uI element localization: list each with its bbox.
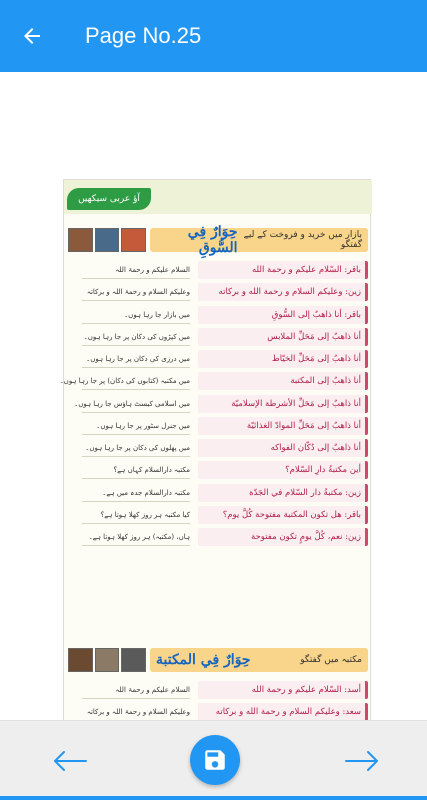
market-photo [121, 228, 146, 252]
dialogue-row [64, 282, 372, 302]
book-title-leaf [67, 188, 151, 210]
arabic-line: أسد: السّلام عليكم و رحمة الله [198, 681, 368, 699]
next-page-button[interactable] [340, 739, 384, 783]
section1-urdu-title: بازار میں خرید و فروخت کے لیے گفتگو [243, 230, 362, 250]
app-bar [0, 0, 427, 72]
urdu-translation: وعلیکم السلام و رحمۃ اللہ و برکاتہ [82, 703, 190, 721]
dialogue-row [59, 371, 372, 391]
arabic-line: أنا ذاهبٌ إلى مَحَلِّ الأشرطة الإسلاميّة [198, 395, 368, 413]
section2-dialogue [64, 680, 372, 725]
section1-banner [150, 224, 368, 256]
bookshop-photo [95, 648, 120, 672]
arabic-line: سعد: وعليكم السلام و رحمة الله و بركاته [198, 703, 368, 721]
dialogue-row [64, 305, 372, 325]
dialogue-row [64, 505, 372, 525]
arabic-line: باقر: أنا ذاهبٌ إلى السُّوقِ [198, 306, 368, 324]
urdu-translation: وعلیکم السلام و رحمۃ اللہ و برکاتہ [82, 283, 190, 301]
dialogue-row [64, 460, 372, 480]
urdu-translation: میں کپڑوں کی دکان پر جا رہا ہوں۔ [82, 328, 190, 346]
section2-photos [68, 648, 146, 672]
section2-arabic-title: حِوَارٌ فِي المكتبة [156, 652, 251, 668]
dialogue-row [64, 327, 372, 347]
dialogue-row [64, 260, 372, 280]
dialogue-row [64, 394, 372, 414]
urdu-translation: میں اسلامی کیسٹ ہاؤس جا رہا ہوں۔ [82, 395, 190, 413]
page-viewer[interactable] [0, 72, 427, 720]
bookshop-photo [68, 648, 93, 672]
arabic-line: أنا ذاهبٌ إلى المكتبة [198, 372, 368, 390]
arabic-line: أنا ذاهبٌ إلى دُكّان الفواكه [198, 439, 368, 457]
urdu-translation: میں بازار جا رہا ہوں۔ [82, 306, 190, 324]
page-title: Page No.25 [85, 23, 202, 48]
dialogue-row [64, 349, 372, 369]
section1-photos [68, 228, 146, 252]
section1-dialogue [59, 260, 372, 549]
bookshop-photo [121, 648, 146, 672]
urdu-translation: میں درزی کی دکان پر جا رہا ہوں۔ [82, 350, 190, 368]
urdu-translation: مکتبہ دارالسلام جدہ میں ہے۔ [82, 484, 190, 502]
urdu-translation: میں پھلوں کی دکان پر جا رہا ہوں۔ [82, 439, 190, 457]
arabic-line: أنا ذاهبٌ إلى مَحَلِّ الموادّ الغذائيّة [198, 417, 368, 435]
section2-header [64, 646, 372, 674]
section2-urdu-title: مکتبہ میں گفتگو [300, 655, 362, 665]
previous-page-button[interactable] [48, 739, 92, 783]
arrow-right-icon [344, 749, 380, 773]
section1-header [64, 226, 372, 254]
market-photo [68, 228, 93, 252]
arabic-line: باقر: هل تكون المكتبة مفتوحة كُلَّ يوم؟ [198, 506, 368, 524]
arrow-left-icon [52, 749, 88, 773]
book-title-label: آؤ عربی سیکھیں [78, 194, 140, 204]
urdu-translation: کیا مکتبہ ہر روز کھلا ہوتا ہے؟ [82, 506, 190, 524]
market-photo [95, 228, 120, 252]
arabic-line: أنا ذاهبٌ إلى مَحَلِّ الخيّاط [198, 350, 368, 368]
urdu-translation: مکتبہ دارالسلام کہاں ہے؟ [82, 461, 190, 479]
urdu-translation: السلام علیکم و رحمۃ اللہ [82, 681, 190, 699]
dialogue-row [64, 483, 372, 503]
arrow-left-icon [20, 24, 44, 48]
bottom-nav-bar [0, 720, 427, 800]
save-page-button[interactable] [190, 735, 240, 785]
book-page-image [59, 179, 371, 761]
section1-arabic-title: حِوَارٌ فِي السُّوقِ [187, 224, 238, 256]
floppy-disk-icon [202, 747, 228, 773]
dialogue-row [64, 438, 372, 458]
arabic-line: أنا ذاهبٌ إلى مَحَلِّ الملابس [198, 328, 368, 346]
bottom-accent-line [0, 796, 427, 800]
section2-banner [150, 648, 368, 672]
arabic-line: زين: وعليكم السلام و رحمة الله و بركاته [198, 283, 368, 301]
dialogue-row [64, 527, 372, 547]
dialogue-row [64, 416, 372, 436]
arabic-line: أين مكتبةُ دارِ السّلام؟ [198, 461, 368, 479]
urdu-translation: ہاں، (مکتبہ) ہر روز کھلا ہوتا ہے۔ [82, 528, 190, 546]
urdu-translation: السلام علیکم و رحمۃ اللہ [82, 261, 190, 279]
urdu-translation: میں مکتبہ (کتابوں کی دکان) پر جا رہا ہوں۔ [82, 372, 190, 390]
dialogue-row [64, 680, 372, 700]
arabic-line: زين: نعم، كُلَّ يومٍ تكون مفتوحة [198, 528, 368, 546]
arabic-line: زين: مكتبةُ دار السّلام في الجَدّة [198, 484, 368, 502]
back-button[interactable] [0, 0, 64, 72]
arabic-line: باقر: السّلام عليكم و رحمة الله [198, 261, 368, 279]
urdu-translation: میں جنرل سٹور پر جا رہا ہوں۔ [82, 417, 190, 435]
